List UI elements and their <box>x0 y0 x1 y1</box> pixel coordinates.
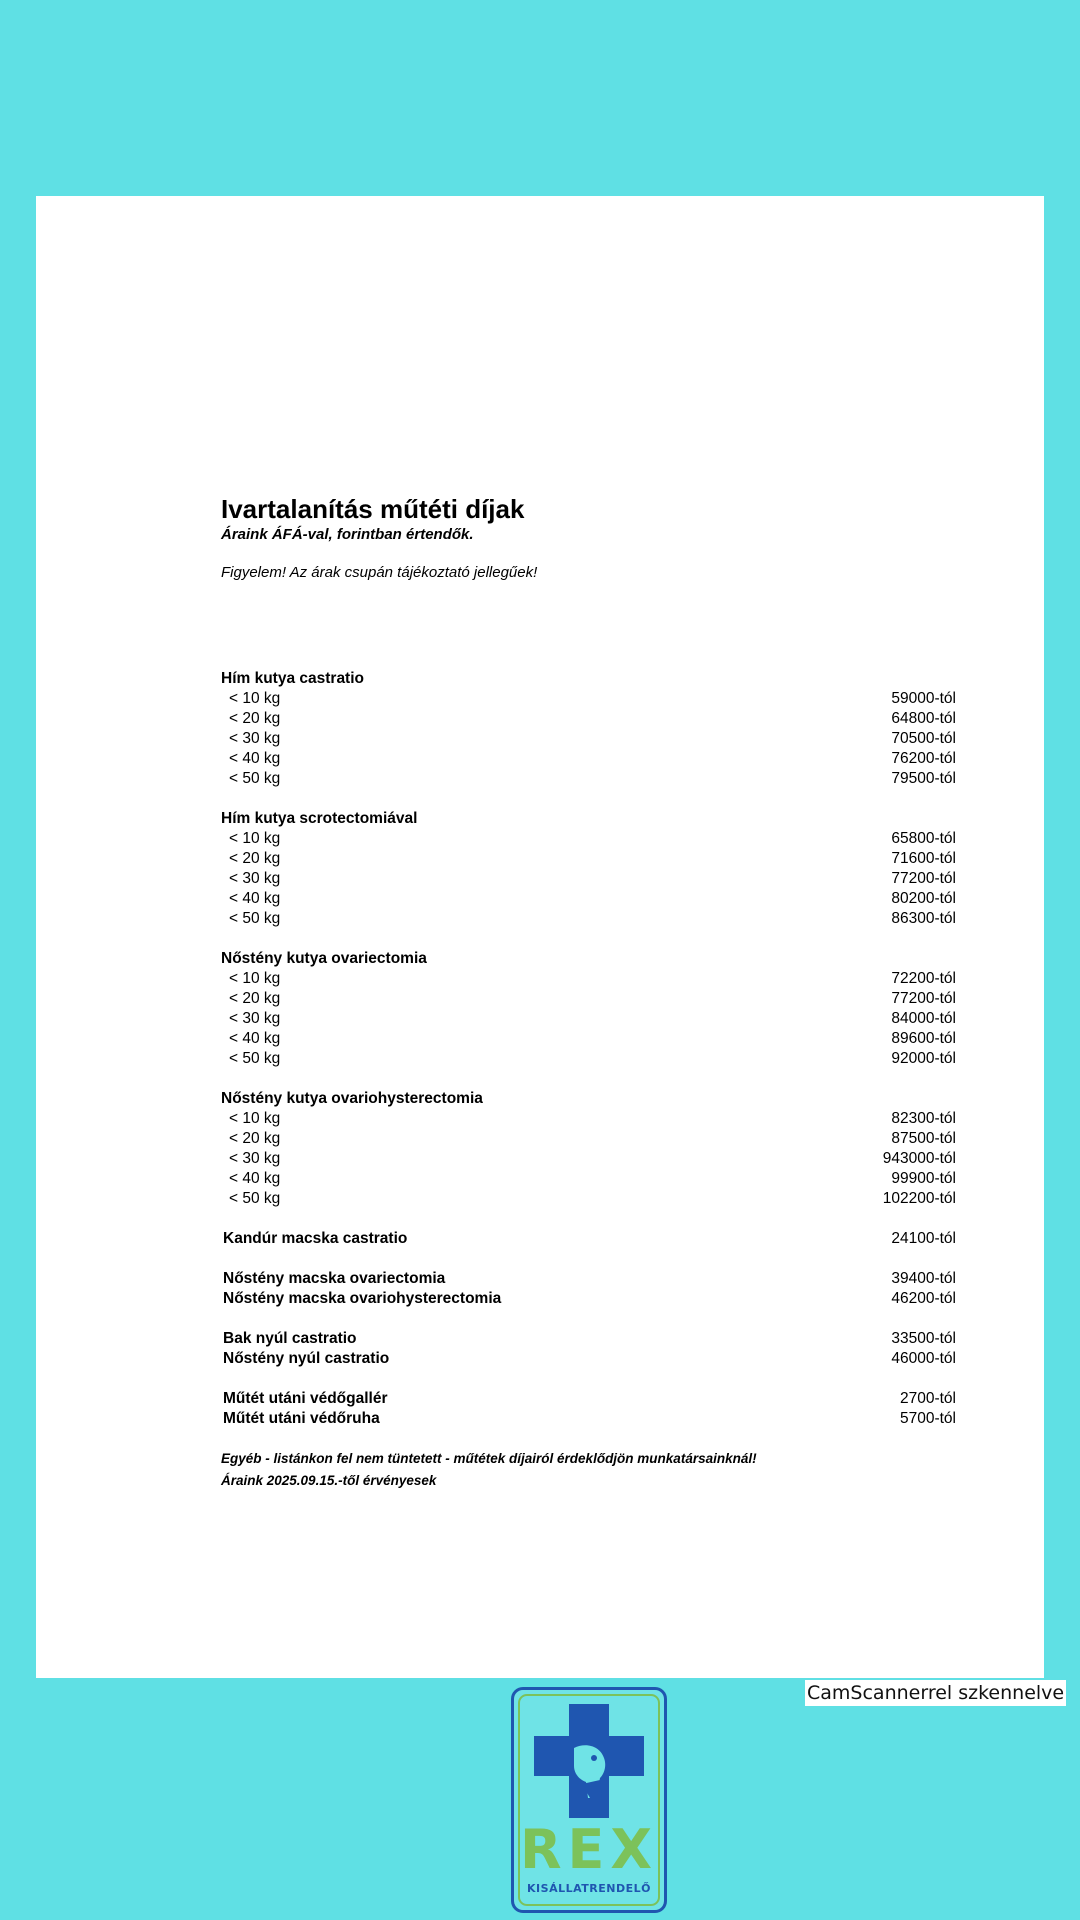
weight-label: < 50 kg <box>229 770 281 787</box>
price-row <box>221 1389 956 1409</box>
price-value: 24100-tól <box>891 1230 956 1247</box>
weight-label: < 20 kg <box>229 1130 281 1147</box>
weight-label: < 30 kg <box>229 870 281 887</box>
price-row <box>221 909 956 929</box>
price-value: 33500-tól <box>891 1330 956 1347</box>
price-section <box>221 1089 956 1209</box>
price-value: 99900-tól <box>891 1170 956 1187</box>
price-row <box>221 1409 956 1429</box>
section-title: Hím kutya castratio <box>221 670 364 687</box>
price-value: 72200-tól <box>891 970 956 987</box>
weight-label: < 20 kg <box>229 850 281 867</box>
price-row <box>221 1229 956 1249</box>
price-list <box>221 493 956 1491</box>
service-label: Bak nyúl castratio <box>223 1330 357 1347</box>
price-value: 92000-tól <box>891 1050 956 1067</box>
price-value: 2700-tól <box>899 1390 956 1407</box>
price-value: 77200-tól <box>891 990 956 1007</box>
price-row <box>221 969 956 989</box>
price-value: 84000-tól <box>891 1010 956 1027</box>
price-value: 86300-tól <box>891 910 956 927</box>
price-row <box>221 749 956 769</box>
price-row <box>221 769 956 789</box>
price-row <box>221 1169 956 1189</box>
service-label: Kandúr macska castratio <box>223 1230 408 1247</box>
price-row <box>221 1029 956 1049</box>
logo-subtitle: KISÁLLATRENDELŐ <box>527 1882 651 1895</box>
price-value: 59000-tól <box>891 690 956 707</box>
price-row <box>221 709 956 729</box>
section-title: Nőstény kutya ovariectomia <box>221 950 427 967</box>
price-row <box>221 1269 956 1289</box>
price-sections <box>221 669 956 1491</box>
page-title: Ivartalanítás műtéti díjak <box>221 494 525 524</box>
price-value: 46200-tól <box>891 1290 956 1307</box>
price-row <box>221 1289 956 1309</box>
service-label: Nőstény macska ovariohysterectomia <box>223 1290 502 1307</box>
weight-label: < 40 kg <box>229 750 281 767</box>
price-value: 71600-tól <box>891 850 956 867</box>
price-value: 39400-tól <box>891 1270 956 1287</box>
price-value: 64800-tól <box>891 710 956 727</box>
price-value: 79500-tól <box>891 770 956 787</box>
vat-note: Áraink ÁFÁ-val, forintban értendők. <box>221 526 474 543</box>
weight-label: < 30 kg <box>229 1010 281 1027</box>
price-section <box>221 809 956 929</box>
service-label: Nőstény macska ovariectomia <box>223 1270 446 1287</box>
service-label: Műtét utáni védőgallér <box>223 1390 388 1407</box>
price-row <box>221 849 956 869</box>
named-price-group <box>221 1229 956 1249</box>
rex-logo <box>511 1687 667 1913</box>
disclaimer: Figyelem! Az árak csupán tájékoztató jellegűek! <box>221 564 538 581</box>
price-row <box>221 869 956 889</box>
price-value: 82300-tól <box>891 1110 956 1127</box>
price-row <box>221 729 956 749</box>
price-value: 70500-tól <box>891 730 956 747</box>
price-value: 89600-tól <box>891 1030 956 1047</box>
price-value: 943000-tól <box>882 1150 956 1167</box>
scanner-watermark: CamScannerrel szkennelve <box>807 1682 1065 1704</box>
section-title: Nőstény kutya ovariohysterectomia <box>221 1090 483 1107</box>
price-value: 87500-tól <box>891 1130 956 1147</box>
price-value: 77200-tól <box>891 870 956 887</box>
price-section <box>221 669 956 789</box>
service-label: Műtét utáni védőruha <box>223 1410 380 1427</box>
weight-label: < 20 kg <box>229 710 281 727</box>
price-row <box>221 1149 956 1169</box>
price-row <box>221 689 956 709</box>
weight-label: < 50 kg <box>229 910 281 927</box>
service-label: Nőstény nyúl castratio <box>223 1350 390 1367</box>
named-price-group <box>221 1389 956 1429</box>
section-title: Hím kutya scrotectomiával <box>221 810 418 827</box>
cross-pet-icon <box>530 1702 648 1820</box>
weight-label: < 30 kg <box>229 1150 281 1167</box>
named-price-group <box>221 1329 956 1369</box>
price-row <box>221 1329 956 1349</box>
price-value: 65800-tól <box>891 830 956 847</box>
weight-label: < 40 kg <box>229 890 281 907</box>
named-price-group <box>221 1269 956 1309</box>
price-row <box>221 1129 956 1149</box>
price-value: 102200-tól <box>882 1190 956 1207</box>
validity-note: Áraink 2025.09.15.-től érvényesek <box>221 1473 437 1488</box>
weight-label: < 10 kg <box>229 970 281 987</box>
price-row <box>221 989 956 1009</box>
footer-note: Egyéb - listánkon fel nem tüntetett - műtétek díjairól érdeklődjön munkatársainknál! <box>221 1451 757 1466</box>
price-row <box>221 1349 956 1369</box>
price-row <box>221 1009 956 1029</box>
logo-name: REX <box>519 1818 659 1881</box>
price-section <box>221 949 956 1069</box>
weight-label: < 10 kg <box>229 830 281 847</box>
price-value: 80200-tól <box>891 890 956 907</box>
price-row <box>221 1049 956 1069</box>
price-value: 46000-tól <box>891 1350 956 1367</box>
price-row <box>221 829 956 849</box>
weight-label: < 40 kg <box>229 1170 281 1187</box>
weight-label: < 10 kg <box>229 1110 281 1127</box>
price-value: 5700-tól <box>899 1410 956 1427</box>
scanned-page <box>36 196 1044 1678</box>
price-row <box>221 1189 956 1209</box>
weight-label: < 10 kg <box>229 690 281 707</box>
weight-label: < 30 kg <box>229 730 281 747</box>
weight-label: < 20 kg <box>229 990 281 1007</box>
weight-label: < 50 kg <box>229 1190 281 1207</box>
price-row <box>221 889 956 909</box>
price-value: 76200-tól <box>891 750 956 767</box>
weight-label: < 40 kg <box>229 1030 281 1047</box>
price-row <box>221 1109 956 1129</box>
weight-label: < 50 kg <box>229 1050 281 1067</box>
